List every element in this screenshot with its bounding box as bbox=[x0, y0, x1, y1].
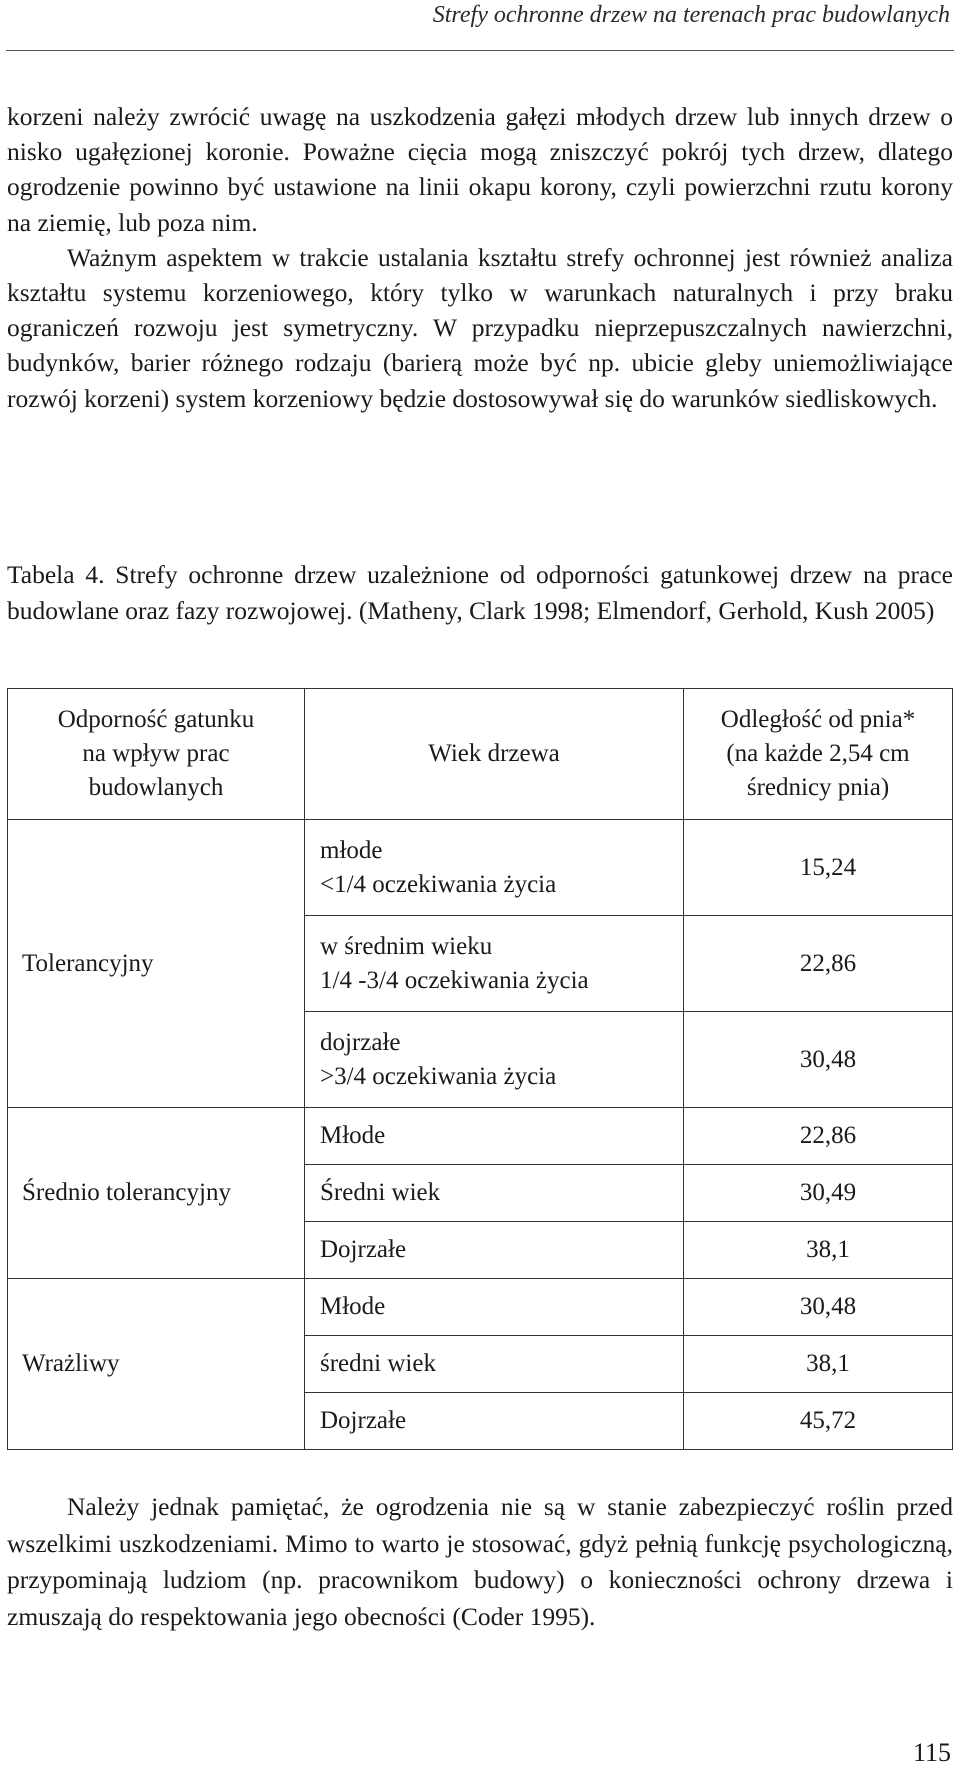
distance-cell: 38,1 bbox=[684, 1336, 953, 1393]
age-cell: w średnim wieku 1/4 -3/4 oczekiwania życia bbox=[305, 916, 684, 1012]
distance-cell: 22,86 bbox=[684, 916, 953, 1012]
age-cell: Młode bbox=[305, 1108, 684, 1165]
distance-cell: 22,86 bbox=[684, 1108, 953, 1165]
running-header bbox=[6, 0, 954, 51]
age-cell: młode <1/4 oczekiwania życia bbox=[305, 820, 684, 916]
protection-zones-table bbox=[7, 688, 953, 1450]
table-row bbox=[8, 1279, 953, 1336]
distance-cell: 30,49 bbox=[684, 1165, 953, 1222]
page-number: 115 bbox=[912, 1738, 951, 1767]
header-age: Wiek drzewa bbox=[305, 689, 684, 820]
age-cell: Dojrzałe bbox=[305, 1222, 684, 1279]
paragraph-continuation: korzeni należy zwrócić uwagę na uszkodzenia gałęzi młodych drzew lub innych drzew o nisko ugałęzionej koronie. Poważne cięcia mogą zniszczyć pokrój tych drzew, dlatego ogrodzenie powinno być ustawione na linii okapu korony, czyli powierzchni rzutu korony na ziemię, lub poza nim. bbox=[7, 102, 953, 237]
table-row bbox=[8, 820, 953, 916]
distance-cell: 30,48 bbox=[684, 1279, 953, 1336]
distance-cell: 45,72 bbox=[684, 1393, 953, 1450]
paragraph-2: Ważnym aspektem w trakcie ustalania kształtu strefy ochronnej jest również analiza kształtu systemu korzeniowego, który tylko w warunkach naturalnych i przy braku ograniczeń rozwoju jest symetryczny. W przypadku nieprzepuszczalnych nawierzchni, budynków, barier różnego rodzaju (barierą może być np. ubicie gleby uniemożliwiające rozwój korzeni) system korzeniowy będzie dostosowywał się do warunków siedliskowych. bbox=[7, 242, 953, 413]
resistance-cell: Średnio tolerancyjny bbox=[8, 1108, 305, 1279]
table-header-row bbox=[8, 689, 953, 820]
distance-cell: 15,24 bbox=[684, 820, 953, 916]
running-title: Strefy ochronne drzew na terenach prac budowlanych bbox=[432, 2, 950, 28]
age-cell: Dojrzałe bbox=[305, 1393, 684, 1450]
resistance-cell: Wrażliwy bbox=[8, 1279, 305, 1450]
distance-cell: 38,1 bbox=[684, 1222, 953, 1279]
distance-cell: 30,48 bbox=[684, 1012, 953, 1108]
body-paragraph-3: Należy jednak pamiętać, że ogrodzenia nie są w stanie zabezpieczyć roślin przed wszelkimi uszkodzeniami. Mimo to warto je stosować, gdyż pełnią funkcję psychologiczną, przypominają ludziom (np. pracownikom budowy) o konieczności ochrony drzewa i zmuszają do respektowania jego obecności (Coder 1995). bbox=[7, 1492, 953, 1631]
age-cell: Młode bbox=[305, 1279, 684, 1336]
age-cell: dojrzałe >3/4 oczekiwania życia bbox=[305, 1012, 684, 1108]
table-caption: Tabela 4. Strefy ochronne drzew uzależnione od odporności gatunkowej drzew na prace budowlane oraz fazy rozwojowej. (Matheny, Clark 1998; Elmendorf, Gerhold, Kush 2005) bbox=[7, 560, 953, 625]
header-resistance: Odporność gatunku na wpływ prac budowlanych bbox=[8, 689, 305, 820]
age-cell: Średni wiek bbox=[305, 1165, 684, 1222]
header-distance: Odległość od pnia* (na każde 2,54 cm średnicy pnia) bbox=[684, 689, 953, 820]
body-paragraph-1 bbox=[7, 99, 953, 416]
resistance-cell: Tolerancyjny bbox=[8, 820, 305, 1108]
table-row bbox=[8, 1108, 953, 1165]
age-cell: średni wiek bbox=[305, 1336, 684, 1393]
